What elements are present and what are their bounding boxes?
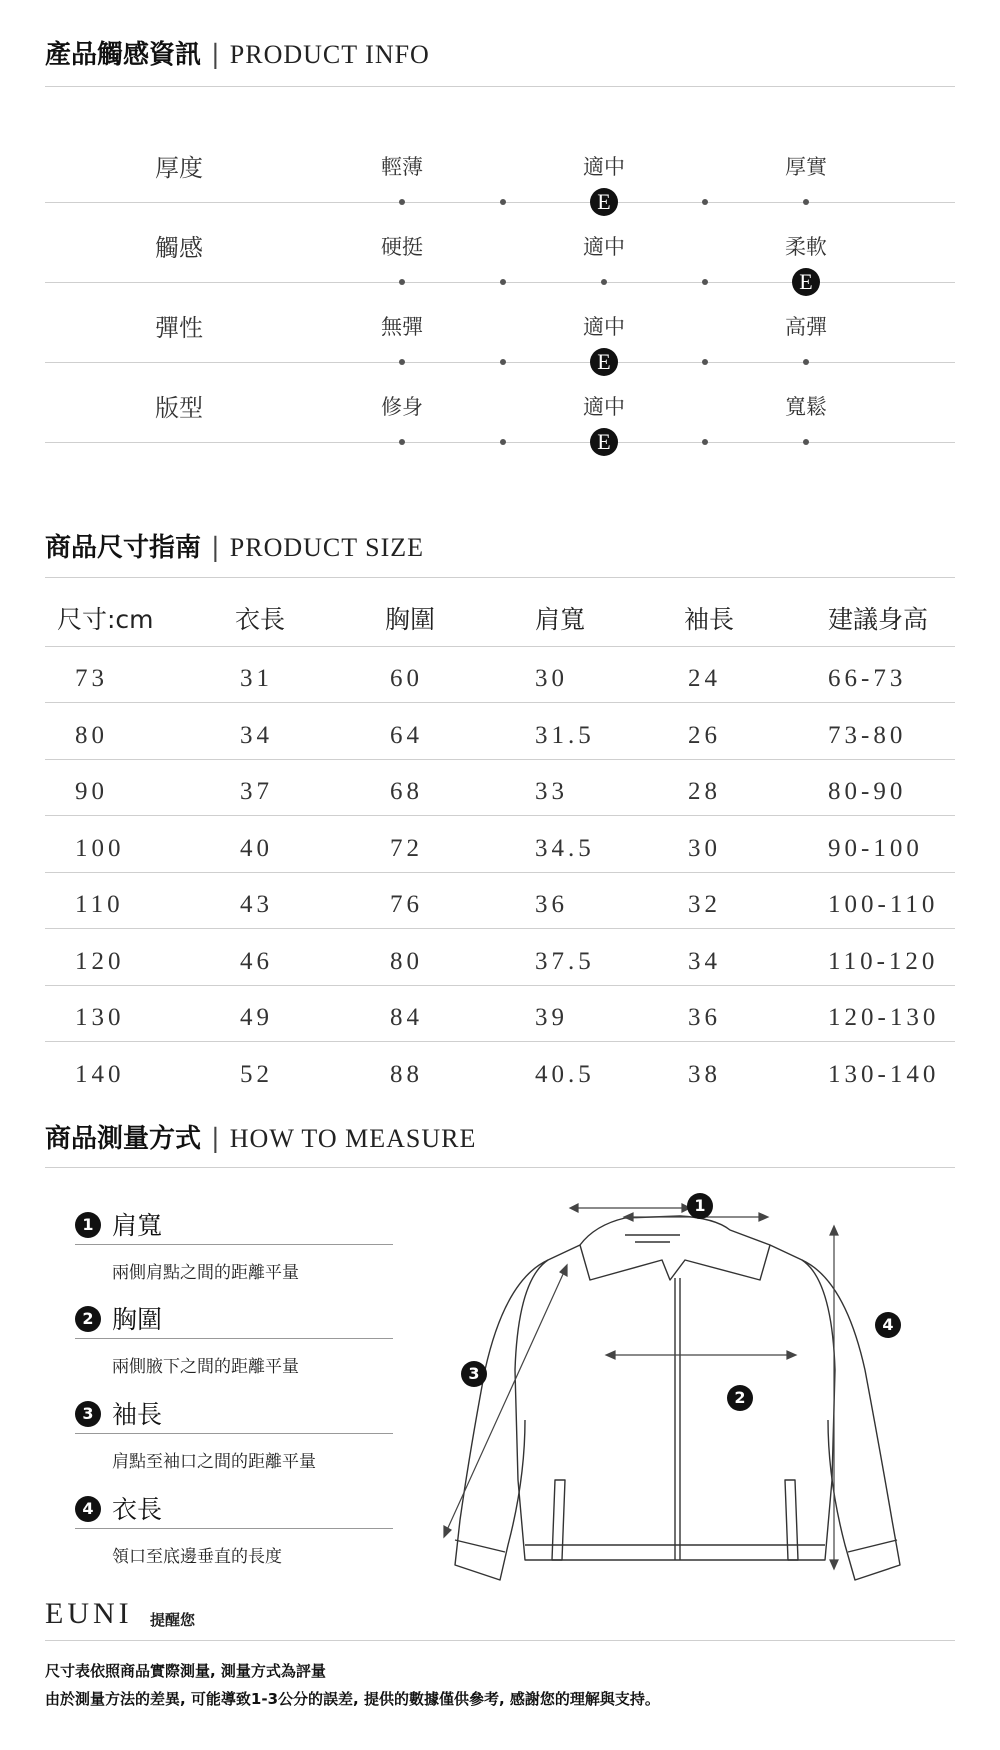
feel-selected-marker: E bbox=[590, 348, 618, 376]
size-cell: 40 bbox=[240, 834, 273, 862]
size-cell: 31 bbox=[240, 665, 273, 692]
feel-row-label: 版型 bbox=[155, 394, 203, 422]
size-cell: 30 bbox=[688, 834, 721, 862]
brand-name: EUNI bbox=[45, 1597, 133, 1630]
size-cell: 130 bbox=[75, 1004, 125, 1031]
size-cell: 130-140 bbox=[828, 1060, 940, 1088]
size-cell: 88 bbox=[390, 1060, 423, 1088]
size-cell: 68 bbox=[390, 778, 423, 805]
measure-item-title: 肩寬 bbox=[112, 1211, 163, 1240]
measure-number: 2 bbox=[75, 1306, 101, 1332]
size-cell: 76 bbox=[390, 891, 423, 918]
size-header-cell: 衣長 bbox=[235, 605, 286, 634]
size-cell: 90 bbox=[75, 778, 108, 805]
feel-row-label: 彈性 bbox=[155, 314, 203, 342]
feel-option: 高彈 bbox=[785, 315, 827, 339]
title-separator: | bbox=[211, 1124, 220, 1154]
sleeve-arrow bbox=[447, 1272, 564, 1530]
size-cell: 37.5 bbox=[535, 947, 595, 975]
size-header-cell: 建議身高 bbox=[828, 605, 929, 634]
footer-note-1: 尺寸表依照商品實際測量, 測量方式為評量 bbox=[45, 1662, 326, 1680]
size-cell: 52 bbox=[240, 1060, 273, 1088]
measure-item-description: 兩側肩點之間的距離平量 bbox=[112, 1263, 299, 1283]
size-cell: 40.5 bbox=[535, 1060, 595, 1088]
feel-option: 適中 bbox=[583, 395, 625, 419]
measure-item-title: 衣長 bbox=[112, 1495, 163, 1524]
size-cell: 100-110 bbox=[828, 891, 939, 918]
size-cell: 120 bbox=[75, 947, 125, 975]
size-cell: 60 bbox=[390, 665, 423, 692]
size-cell: 46 bbox=[240, 947, 273, 975]
measure-number: 4 bbox=[75, 1496, 101, 1522]
size-cell: 73-80 bbox=[828, 721, 907, 749]
diagram-label-2: 2 bbox=[727, 1385, 753, 1411]
diagram-label-1: 1 bbox=[687, 1193, 713, 1219]
size-header-cell: 肩寬 bbox=[535, 605, 586, 634]
divider bbox=[45, 1640, 955, 1641]
feel-option: 適中 bbox=[583, 235, 625, 259]
measure-item-description: 領口至底邊垂直的長度 bbox=[112, 1547, 282, 1567]
size-cell: 28 bbox=[688, 778, 721, 805]
size-cell: 34 bbox=[240, 721, 273, 749]
feel-option: 硬挺 bbox=[381, 235, 423, 259]
size-cell: 66-73 bbox=[828, 665, 907, 692]
diagram-label-3: 3 bbox=[461, 1361, 487, 1387]
measure-item-title: 袖長 bbox=[112, 1400, 163, 1429]
size-cell: 31.5 bbox=[535, 721, 595, 749]
brand-suffix: 提醒您 bbox=[150, 1611, 196, 1629]
size-cell: 33 bbox=[535, 778, 568, 805]
brand-logo bbox=[45, 1597, 133, 1631]
feel-option: 修身 bbox=[381, 395, 423, 419]
feel-selected-marker: E bbox=[792, 268, 820, 296]
size-cell: 38 bbox=[688, 1060, 721, 1088]
size-cell: 120-130 bbox=[828, 1004, 940, 1031]
how-to-measure-title-zh: 商品測量方式 bbox=[45, 1124, 202, 1154]
feel-option: 無彈 bbox=[381, 315, 423, 339]
size-cell: 110-120 bbox=[828, 947, 939, 975]
product-size-title-zh: 商品尺寸指南 bbox=[45, 533, 202, 563]
size-cell: 39 bbox=[535, 1004, 568, 1031]
measure-item-title: 胸圍 bbox=[112, 1305, 163, 1334]
feel-row-label: 厚度 bbox=[155, 154, 203, 182]
size-cell: 24 bbox=[688, 665, 721, 692]
measure-item-description: 肩點至袖口之間的距離平量 bbox=[112, 1452, 316, 1472]
feel-option: 適中 bbox=[583, 155, 625, 179]
feel-selected-marker: E bbox=[590, 428, 618, 456]
size-cell: 43 bbox=[240, 891, 273, 918]
footer-note-2: 由於測量方法的差異, 可能導致1-3公分的誤差, 提供的數據僅供參考, 感謝您的理解與支持。 bbox=[45, 1690, 660, 1708]
size-cell: 37 bbox=[240, 778, 273, 805]
product-size-title-en: PRODUCT SIZE bbox=[229, 533, 425, 562]
size-cell: 34.5 bbox=[535, 834, 595, 862]
feel-option: 輕薄 bbox=[381, 155, 423, 179]
size-cell: 100 bbox=[75, 834, 125, 862]
feel-option: 厚實 bbox=[785, 155, 827, 179]
size-cell: 80 bbox=[75, 721, 108, 749]
measure-item-description: 兩側腋下之間的距離平量 bbox=[112, 1357, 299, 1377]
size-cell: 26 bbox=[688, 721, 721, 749]
measure-number: 1 bbox=[75, 1212, 101, 1238]
size-cell: 110 bbox=[75, 891, 124, 918]
size-cell: 140 bbox=[75, 1060, 125, 1088]
size-cell: 49 bbox=[240, 1004, 273, 1031]
size-cell: 80-90 bbox=[828, 778, 907, 805]
size-cell: 84 bbox=[390, 1004, 423, 1031]
size-cell: 72 bbox=[390, 834, 423, 862]
feel-option: 適中 bbox=[583, 315, 625, 339]
feel-option: 柔軟 bbox=[785, 235, 827, 259]
title-separator: | bbox=[211, 533, 220, 563]
size-cell: 36 bbox=[688, 1004, 721, 1031]
feel-selected-marker: E bbox=[590, 188, 618, 216]
size-cell: 80 bbox=[390, 947, 423, 975]
size-header-cell: 胸圍 bbox=[385, 605, 436, 634]
product-info-title-zh: 產品觸感資訊 bbox=[45, 40, 202, 70]
size-header-cell: 袖長 bbox=[684, 605, 735, 634]
title-separator: | bbox=[211, 40, 220, 70]
feel-row-label: 觸感 bbox=[155, 234, 203, 262]
feel-option: 寬鬆 bbox=[785, 395, 827, 419]
size-cell: 36 bbox=[535, 891, 568, 918]
size-cell: 64 bbox=[390, 721, 423, 749]
size-cell: 34 bbox=[688, 947, 721, 975]
size-cell: 90-100 bbox=[828, 834, 923, 862]
size-header-cell: 尺寸:cm bbox=[57, 605, 154, 634]
how-to-measure-title-en: HOW TO MEASURE bbox=[229, 1124, 477, 1153]
product-info-title-en: PRODUCT INFO bbox=[229, 40, 430, 69]
size-cell: 30 bbox=[535, 665, 568, 692]
size-cell: 32 bbox=[688, 891, 721, 918]
measure-number: 3 bbox=[75, 1401, 101, 1427]
diagram-label-4: 4 bbox=[875, 1312, 901, 1338]
size-cell: 73 bbox=[75, 665, 108, 692]
